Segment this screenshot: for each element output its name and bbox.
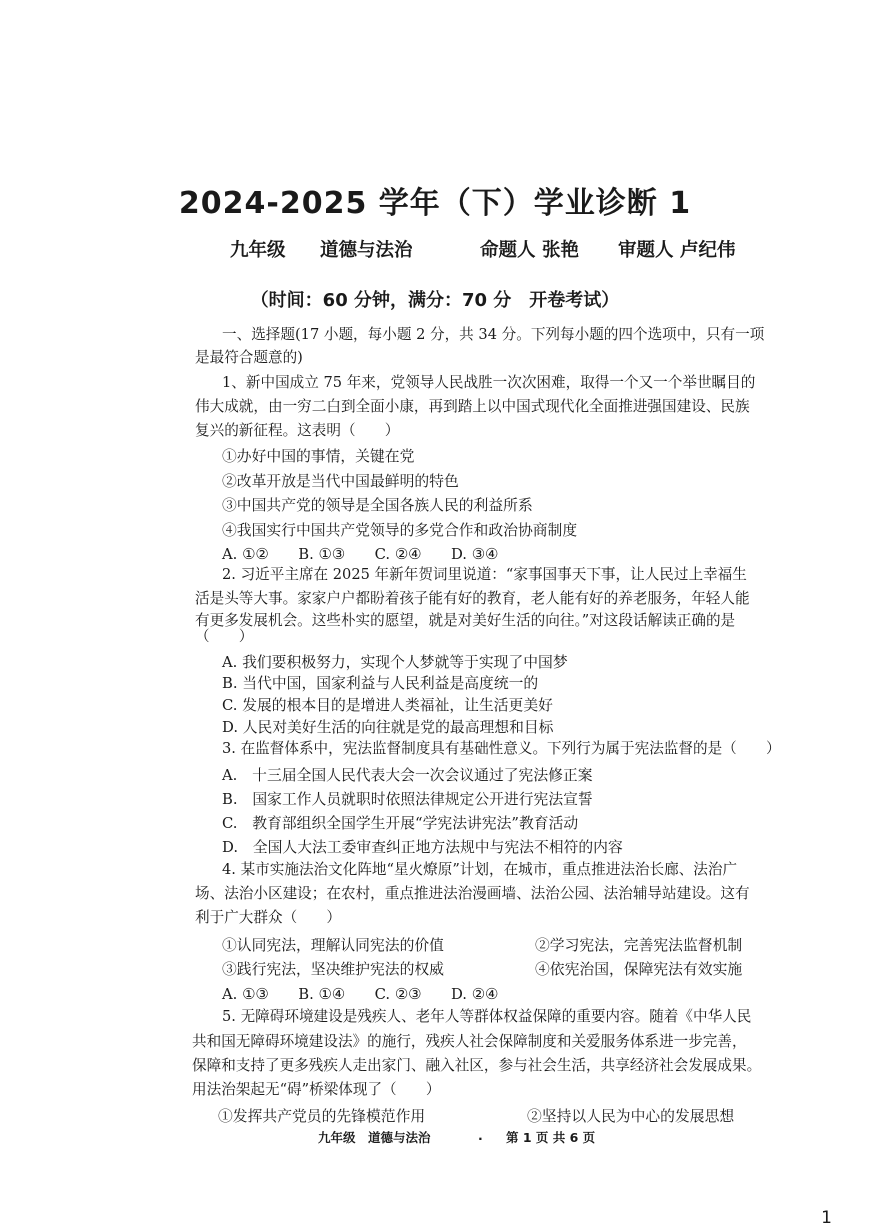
q2-stem-line4: （ ） [195, 628, 254, 645]
q1-choices: A. ①② B. ①③ C. ②④ D. ③④ [222, 546, 499, 563]
q3-option-a: A. 十三届全国人民代表大会一次会议通过了宪法修正案 [222, 767, 593, 784]
q3-stem: 3. 在监督体系中，宪法监督制度具有基础性意义。下列行为属于宪法监督的是（ ） [222, 740, 781, 757]
q4-statement-1: ①认同宪法，理解认同宪法的价值 [222, 937, 444, 954]
page-number: 1 [821, 1208, 832, 1228]
section-heading-line1: 一、选择题(17 小题，每小题 2 分，共 34 分。下列每小题的四个选项中，只有一项 [222, 326, 765, 343]
q5-stem-line2: 共和国无障碍环境建设法》的施行，残疾人社会保障制度和关爱服务体系进一步完善， [192, 1033, 747, 1050]
q4-stem-line2: 场、法治小区建设；在农村，重点推进法治漫画墙、法治公园、法治辅导站建设。这有 [195, 885, 750, 902]
q5-statement-2: ②坚持以人民为中心的发展思想 [527, 1108, 735, 1125]
q5-statement-1: ①发挥共产党员的先锋模范作用 [218, 1108, 426, 1125]
q1-stem-line3: 复兴的新征程。这表明（ ） [195, 422, 400, 439]
q1-statement-3: ③中国共产党的领导是全国各族人民的利益所系 [222, 497, 533, 514]
q3-option-d: D. 全国人大法工委审查纠正地方法规中与宪法不相符的内容 [222, 839, 623, 856]
footer-dot: . [478, 1128, 483, 1143]
footer-subject: 九年级 道德与法治 [318, 1130, 431, 1145]
q1-stem-line2: 伟大成就，由一穷二白到全面小康，再到踏上以中国式现代化全面推进强国建设、民族 [195, 398, 750, 415]
q4-statement-2: ②学习宪法，完善宪法监督机制 [535, 937, 743, 954]
q5-stem-line3: 保障和支持了更多残疾人走出家门、融入社区，参与社会生活，共享经济社会发展成果。 [192, 1057, 762, 1074]
q1-stem-line1: 1、新中国成立 75 年来，党领导人民战胜一次次困难，取得一个又一个举世瞩目的 [222, 374, 756, 391]
subject-label: 道德与法治 [320, 240, 413, 261]
q4-stem-line1: 4. 某市实施法治文化阵地“星火燎原”计划，在城市，重点推进法治长廊、法治广 [222, 861, 738, 878]
q2-option-a: A. 我们要积极努力，实现个人梦就等于实现了中国梦 [222, 654, 568, 671]
q5-stem-line1: 5. 无障碍环境建设是残疾人、老年人等群体权益保障的重要内容。随着《中华人民 [222, 1008, 752, 1025]
exam-time-info: （时间：60 分钟，满分：70 分 开卷考试） [250, 290, 620, 311]
q2-option-d: D. 人民对美好生活的向往就是党的最高理想和目标 [222, 719, 554, 736]
exam-title: 2024-2025 学年（下）学业诊断 1 [178, 186, 692, 221]
q4-stem-line3: 利于广大群众（ ） [195, 909, 341, 926]
q4-statement-3: ③践行宪法，坚决维护宪法的权威 [222, 961, 444, 978]
footer-page-info: 第 1 页 共 6 页 [506, 1130, 596, 1145]
reviewer-label: 审题人 卢纪伟 [618, 240, 736, 261]
q5-stem-line4: 用法治架起无“碍”桥梁体现了（ ） [192, 1081, 441, 1098]
q4-statement-4: ④依宪治国，保障宪法有效实施 [535, 961, 743, 978]
q3-option-b: B. 国家工作人员就职时依照法律规定公开进行宪法宣誓 [222, 791, 593, 808]
q2-stem-line3: 有更多发展机会。这些朴实的愿望，就是对美好生活的向往。”对这段话解读正确的是 [195, 612, 736, 629]
section-heading-line2: 是最符合题意的) [195, 349, 303, 366]
q2-option-b: B. 当代中国，国家利益与人民利益是高度统一的 [222, 675, 539, 692]
q1-statement-4: ④我国实行中国共产党领导的多党合作和政治协商制度 [222, 522, 578, 539]
grade-label: 九年级 [230, 240, 286, 261]
author-label: 命题人 张艳 [480, 240, 579, 261]
q1-statement-2: ②改革开放是当代中国最鲜明的特色 [222, 473, 459, 490]
q2-stem-line1: 2. 习近平主席在 2025 年新年贺词里说道：“家事国事天下事，让人民过上幸福生 [222, 566, 747, 583]
q1-statement-1: ①办好中国的事情，关键在党 [222, 448, 415, 465]
q3-option-c: C. 教育部组织全国学生开展“学宪法讲宪法”教育活动 [222, 815, 579, 832]
q2-option-c: C. 发展的根本目的是增进人类福祉，让生活更美好 [222, 697, 553, 714]
q2-stem-line2: 活是头等大事。家家户户都盼着孩子能有好的教育，老人能有好的养老服务，年轻人能 [195, 590, 750, 607]
q4-choices: A. ①③ B. ①④ C. ②③ D. ②④ [222, 986, 499, 1003]
